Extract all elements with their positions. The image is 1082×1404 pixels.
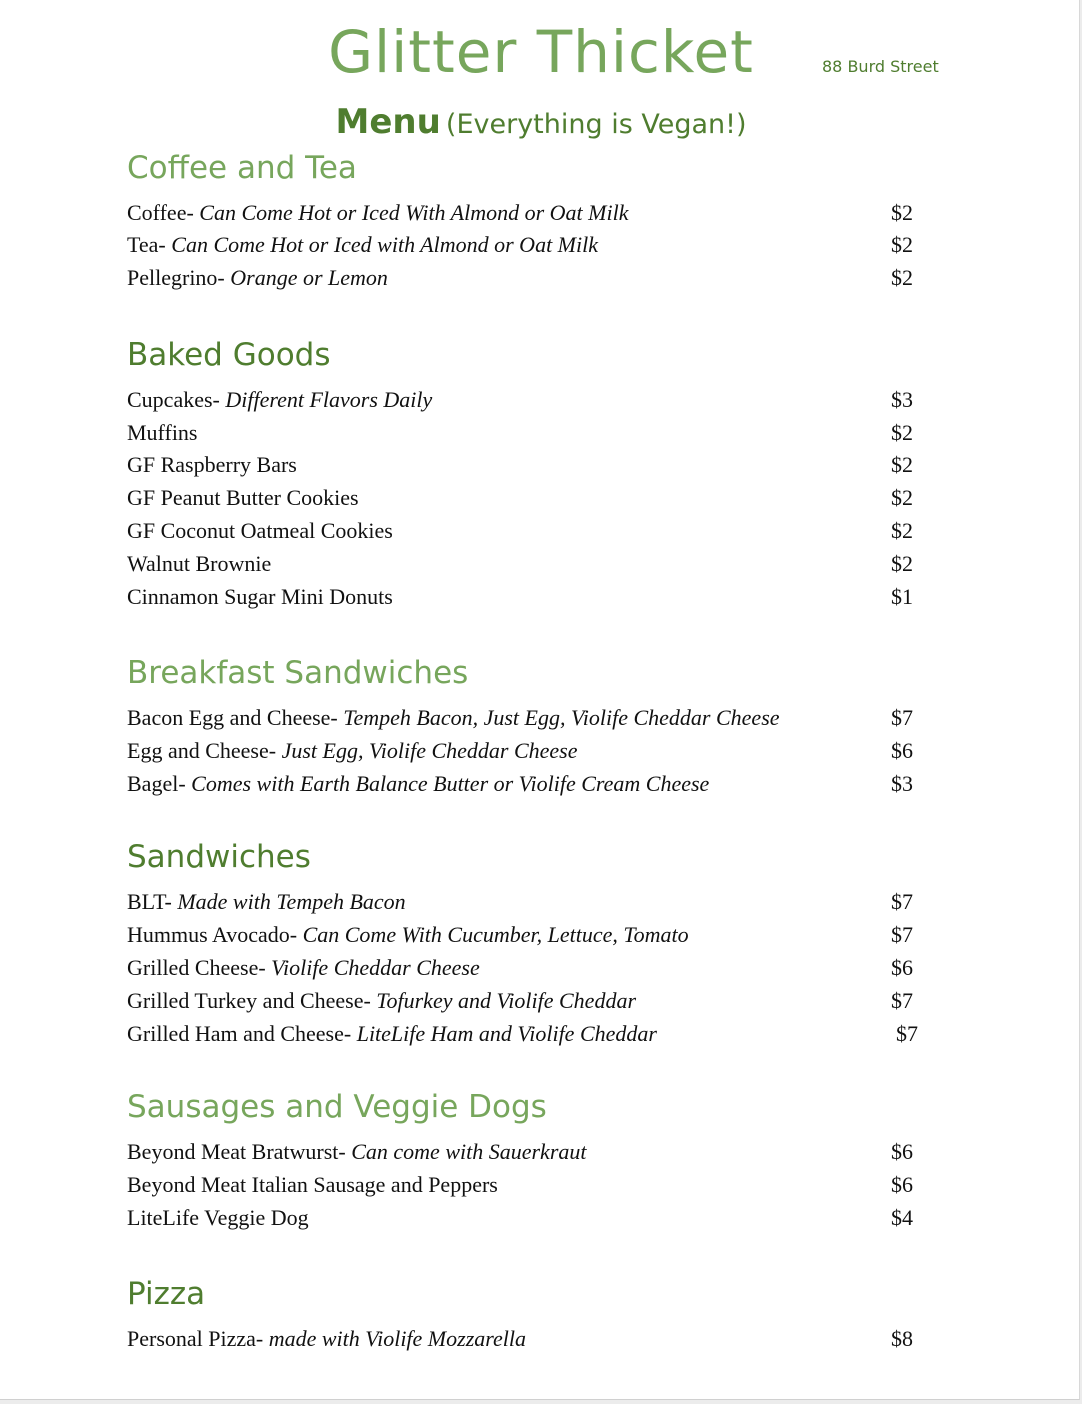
item-price: $3 [891,387,913,412]
item-description: Made with Tempeh Bacon [177,889,406,914]
menu-item [127,383,927,416]
item-name: Coffee- [127,200,200,225]
item-name: GF Peanut Butter Cookies [127,485,359,510]
item-description: Tempeh Bacon, Just Egg, Violife Cheddar Cheese [343,705,780,730]
item-description: Violife Cheddar Cheese [271,955,480,980]
menu-item [127,734,927,767]
menu-item [127,1135,927,1168]
section-title-baked-goods: Baked Goods [127,337,331,373]
item-name: Grilled Turkey and Cheese- [127,988,377,1013]
item-price: $2 [891,452,913,477]
item-price: $2 [891,232,913,257]
item-price: $2 [891,485,913,510]
item-price: $6 [891,1139,913,1164]
section-title-pizza: Pizza [127,1276,206,1312]
menu-item [127,481,927,514]
item-name: Grilled Ham and Cheese- [127,1021,357,1046]
menu-item [127,416,927,449]
item-price: $2 [891,265,913,290]
item-price: $7 [896,1021,918,1046]
menu-item [127,1017,927,1050]
item-description: Just Egg, Violife Cheddar Cheese [281,738,578,763]
item-name: Pellegrino- [127,265,231,290]
menu-word: Menu [335,102,441,142]
item-price: $2 [891,518,913,543]
item-description: Can Come With Cucumber, Lettuce, Tomato [302,922,689,947]
menu-heading [0,100,1082,150]
menu-item [127,1168,927,1201]
menu-item [127,1322,927,1355]
section-title-sausages-and-veggie-dogs: Sausages and Veggie Dogs [127,1089,547,1125]
item-name: Cupcakes- [127,387,226,412]
item-price: $7 [891,889,913,914]
menu-item [127,918,927,951]
item-price: $1 [891,584,913,609]
item-name: Cinnamon Sugar Mini Donuts [127,584,393,609]
section-title-sandwiches: Sandwiches [127,839,311,875]
menu-item [127,951,927,984]
menu-item [127,701,927,734]
item-price: $6 [891,738,913,763]
item-price: $7 [891,922,913,947]
item-price: $6 [891,955,913,980]
menu-item [127,514,927,547]
item-name: Hummus Avocado- [127,922,303,947]
item-price: $7 [891,705,913,730]
item-name: Muffins [127,420,198,445]
section-title-coffee-and-tea: Coffee and Tea [127,150,357,186]
menu-item [127,580,927,613]
menu-item [127,1201,927,1234]
item-name: Personal Pizza- [127,1326,269,1351]
item-description: made with Violife Mozzarella [268,1326,526,1351]
item-price: $7 [891,988,913,1013]
item-description: Orange or Lemon [230,265,388,290]
item-price: $2 [891,420,913,445]
item-name: Tea- [127,232,172,257]
item-description: LiteLife Ham and Violife Cheddar [356,1021,657,1046]
item-name: GF Raspberry Bars [127,452,297,477]
menu-item [127,767,927,800]
item-price: $3 [891,771,913,796]
item-name: Beyond Meat Bratwurst- [127,1139,352,1164]
item-description: Can come with Sauerkraut [351,1139,587,1164]
menu-item [127,228,927,261]
item-price: $8 [891,1326,913,1351]
item-name: Bagel- [127,771,192,796]
menu-item [127,261,927,294]
item-description: Can Come Hot or Iced with Almond or Oat Milk [171,232,598,257]
item-name: Grilled Cheese- [127,955,272,980]
item-name: Beyond Meat Italian Sausage and Peppers [127,1172,498,1197]
menu-item [127,547,927,580]
item-price: $2 [891,551,913,576]
item-name: BLT- [127,889,178,914]
item-name: Walnut Brownie [127,551,272,576]
item-name: LiteLife Veggie Dog [127,1205,309,1230]
item-price: $4 [891,1205,913,1230]
item-name: Egg and Cheese- [127,738,282,763]
item-description: Comes with Earth Balance Butter or Violife Cream Cheese [191,771,710,796]
item-price: $6 [891,1172,913,1197]
menu-item [127,984,927,1017]
item-price: $2 [891,200,913,225]
item-description: Can Come Hot or Iced With Almond or Oat Milk [199,200,629,225]
menu-item [127,885,927,918]
section-title-breakfast-sandwiches: Breakfast Sandwiches [127,655,469,691]
item-description: Tofurkey and Violife Cheddar [376,988,636,1013]
item-name: Bacon Egg and Cheese- [127,705,344,730]
menu-note: (Everything is Vegan!) [445,109,747,140]
restaurant-address: 88 Burd Street [822,57,939,76]
menu-item [127,448,927,481]
restaurant-name: Glitter Thicket [328,18,754,86]
menu-item [127,196,927,229]
item-name: GF Coconut Oatmeal Cookies [127,518,393,543]
item-description: Different Flavors Daily [225,387,433,412]
